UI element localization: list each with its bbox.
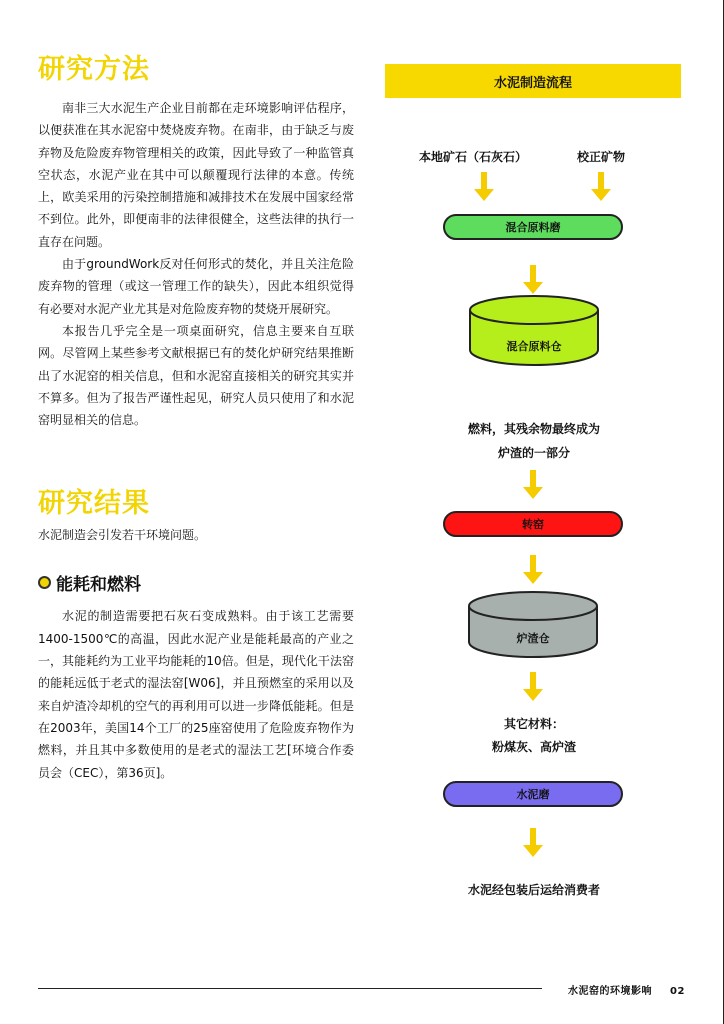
footer-title: 水泥窑的环境影响 <box>568 986 652 997</box>
subsection-heading <box>38 570 354 595</box>
flow-title: 水泥制造流程 <box>493 75 572 91</box>
footer <box>568 982 685 997</box>
rotary-kiln <box>443 511 623 537</box>
rotary-kiln-label: 转窑 <box>522 518 544 531</box>
energy-paragraph: 水泥的制造需要把石灰石变成熟料。由于该工艺需要1400-1500℃的高温，因此水泥产业是能耗最高的产业之一，其能耗约为工业平均能耗的10倍。但是，现代化干法窑的能耗远低于老式的湿法窑[W06]，并且预燃室的采用以及来自炉渣冷却机的空气的再利用可以进一步降低能耗。但是在2003年，美国14个工厂的25座窑使用了危险废弃物作为燃料，并且其中多数使用的是老式的湿法工艺[环境合作委员会（CEC），第36页]。 <box>38 609 354 780</box>
cement-mill-label: 水泥磨 <box>516 788 550 801</box>
arrow-down-icon <box>521 265 545 295</box>
raw-mix-silo <box>468 294 600 368</box>
results-title: 研究结果 <box>38 488 150 520</box>
cement-mill <box>443 781 623 807</box>
arrow-down-icon <box>521 672 545 702</box>
footer-divider <box>38 988 542 989</box>
page-number: 02 <box>669 986 685 997</box>
arrow-down-icon <box>589 172 613 202</box>
arrow-down-icon <box>521 828 545 858</box>
results-intro: 水泥制造会引发若干环境问题。 <box>38 528 207 543</box>
arrow-down-icon <box>472 172 496 202</box>
method-paragraph-3: 本报告几乎完全是一项桌面研究，信息主要来自互联网。尽管网上某些参考文献根据已有的焚化炉研究结果推断出了水泥窑的相关信息，但和水泥窑直接相关的研究其实并不算多。但为了报告严谨性起见，研究人员只使用了和水泥窑明显相关的信息。 <box>38 323 354 428</box>
fuel-note-line-2: 炉渣的一部分 <box>497 446 570 460</box>
flow-header <box>385 64 681 98</box>
input-ore-label: 本地矿石（石灰石） <box>418 150 527 164</box>
other-materials-line-2: 粉煤灰、高炉渣 <box>491 740 576 754</box>
raw-mix-mill <box>443 214 623 240</box>
raw-mix-silo-label: 混合原料仓 <box>506 340 562 353</box>
output-label: 水泥经包装后运给消费者 <box>467 883 600 897</box>
subsection-title: 能耗和燃料 <box>56 575 141 596</box>
bullet-circle-icon <box>38 576 51 589</box>
arrow-down-icon <box>521 555 545 585</box>
clinker-silo <box>467 590 599 660</box>
left-column <box>38 52 354 784</box>
clinker-silo-label: 炉渣仓 <box>516 632 550 645</box>
other-materials-line-1: 其它材料： <box>503 717 564 731</box>
input-mineral-label: 校正矿物 <box>576 150 625 164</box>
arrow-down-icon <box>521 470 545 500</box>
raw-mix-mill-label: 混合原料磨 <box>505 221 561 234</box>
method-title: 研究方法 <box>38 54 150 85</box>
method-paragraph-2: 由于groundWork反对任何形式的焚化，并且关注危险废弃物的管理（或这一管理工作的缺失），因此本组织觉得有必要对水泥产业尤其是对危险废弃物的焚烧开展研究。 <box>38 257 354 316</box>
method-paragraph-1: 南非三大水泥生产企业目前都在走环境影响评估程序，以便获准在其水泥窑中焚烧废弃物。在南非，由于缺乏与废弃物及危险废弃物管理相关的政策，因此导致了一种监管真空状态，水泥产业在其中可以颠覆现行法律的本意。传统上，欧美采用的污染控制措施和减排技术在发展中国家经常不到位。此外，即便南非的法律很健全，这些法律的执行一直存在问题。 <box>38 101 354 249</box>
fuel-note-line-1: 燃料，其残余物最终成为 <box>467 422 600 436</box>
